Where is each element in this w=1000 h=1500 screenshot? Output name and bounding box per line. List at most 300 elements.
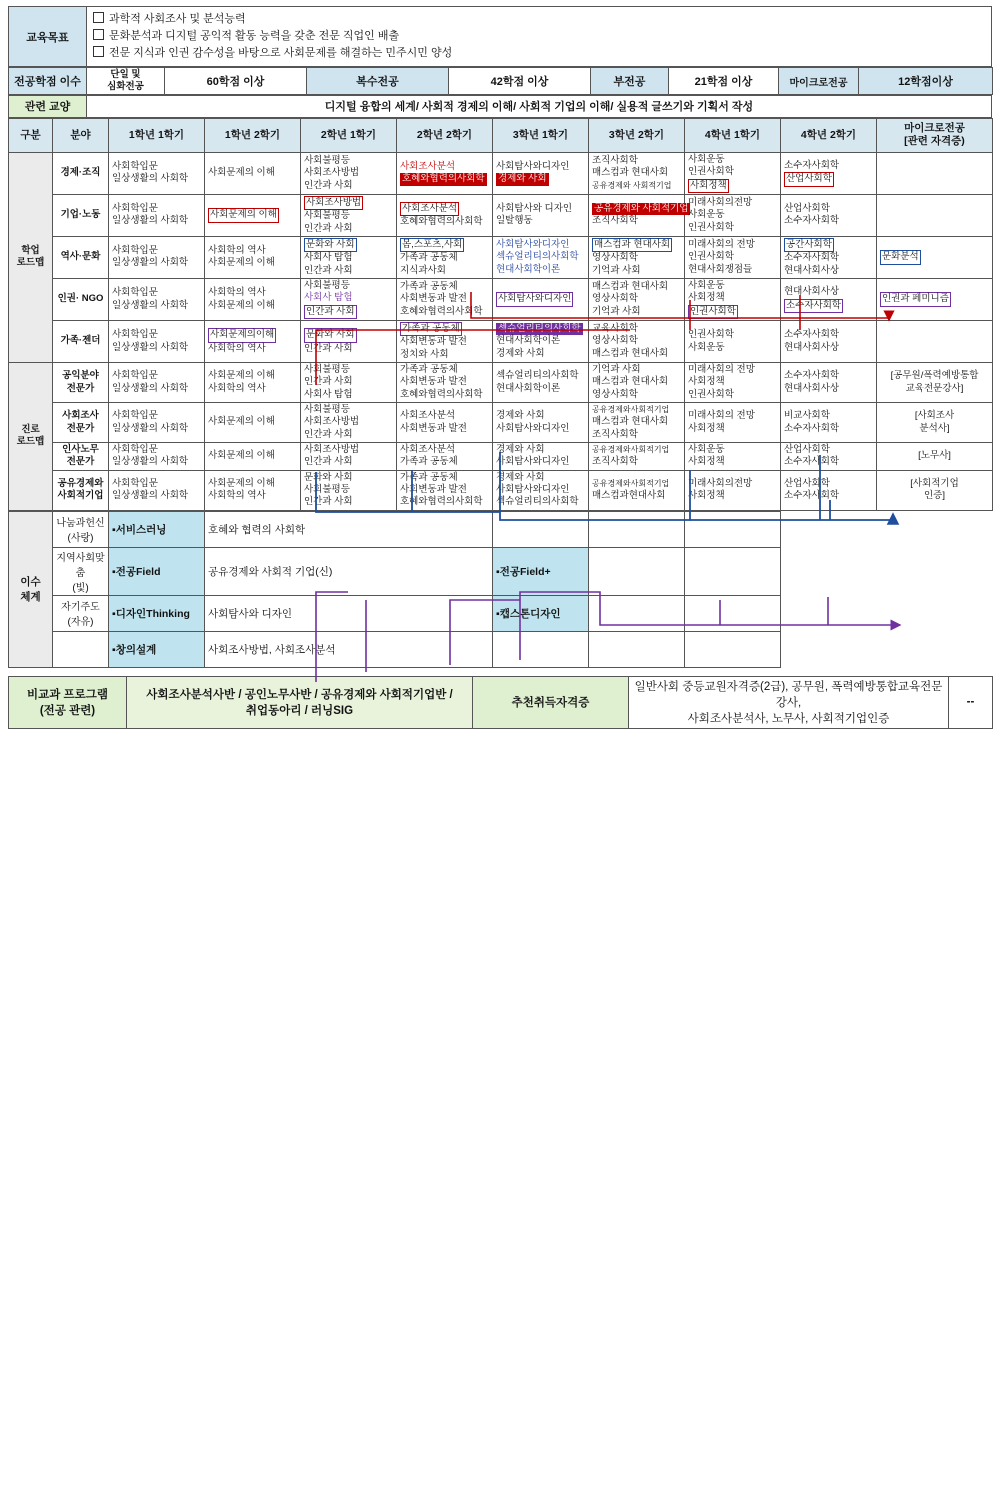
course-item: 소수자사회학 <box>784 299 873 313</box>
course-cell <box>877 194 993 236</box>
course-item: 인권사회학 <box>688 305 777 319</box>
course-item: 사회학의 역사 <box>208 287 266 299</box>
course-cell <box>205 443 301 471</box>
course-cell <box>397 194 493 236</box>
completion-area: 지역사회맞춤 (빛) <box>53 547 109 595</box>
course-item: 경제와 사회 <box>496 471 545 483</box>
course-cell <box>397 236 493 278</box>
checkbox-icon <box>93 29 104 40</box>
course-cell <box>109 194 205 236</box>
goal-item-1: 과학적 사회조사 및 분석능력 <box>93 11 985 28</box>
completion-course <box>685 631 781 667</box>
field-label: 역사·문화 <box>53 236 109 278</box>
course-cell <box>205 403 301 443</box>
course-item: 현대사회쟁점들 <box>688 263 753 275</box>
course-cell <box>109 403 205 443</box>
course-cell <box>589 321 685 363</box>
course-item: 교육사회학 <box>592 323 638 335</box>
course-item: 인권사회학 <box>688 221 734 233</box>
course-item: 기억과 사회 <box>592 364 641 376</box>
completion-row <box>9 511 993 547</box>
course-item: 조직사회학 <box>592 456 638 468</box>
completion-area <box>53 631 109 667</box>
completion-area: 나눔과헌신 (사랑) <box>53 511 109 547</box>
credit-type-minor: 부전공 <box>591 68 669 95</box>
course-cell <box>781 403 877 443</box>
course-item: 사회조사방법 <box>304 196 393 210</box>
course-cell <box>397 321 493 363</box>
course-item: 가족과 공동체 <box>400 252 458 264</box>
course-cell <box>877 278 993 320</box>
course-cell <box>493 236 589 278</box>
credit-value-single: 60학점 이상 <box>165 68 307 95</box>
section-label-1: 진로 로드맵 <box>9 363 53 511</box>
checkbox-icon <box>93 12 104 23</box>
course-item: 산업사회학 <box>784 477 830 489</box>
course-cell <box>589 152 685 194</box>
course-item: 일상생활의 사회학 <box>112 257 189 269</box>
roadmap-header-0: 구분 <box>9 118 53 152</box>
course-item: 소수자사회학 <box>784 490 840 502</box>
course-item: 사회조사방법 <box>304 444 360 456</box>
course-cell <box>781 443 877 471</box>
credit-value-micro: 12학점이상 <box>859 68 993 95</box>
course-item: 사회운동 <box>688 209 725 221</box>
course-item: 사회문제의 이해 <box>208 299 275 311</box>
course-item: 인간과 사회 <box>304 305 393 319</box>
roadmap-header-1: 분야 <box>53 118 109 152</box>
field-label: 기업·노동 <box>53 194 109 236</box>
course-item: 사회탐사와디자인 <box>496 422 570 434</box>
course-item: 사회탐사와 디자인 <box>496 203 573 215</box>
roadmap-header-7: 3학년 2학기 <box>589 118 685 152</box>
course-item: 매스컴과 현대사회 <box>592 347 669 359</box>
course-item: 사회조사방법 <box>304 167 360 179</box>
roadmap-header-3: 1학년 2학기 <box>205 118 301 152</box>
course-cell <box>493 443 589 471</box>
course-item: 공유경제와 사회적기업 <box>594 203 689 215</box>
course-item: 사회정책 <box>688 490 725 502</box>
course-item: 매스컴과 현대사회 <box>592 416 669 428</box>
course-cell <box>493 278 589 320</box>
course-item: 사회변동과 발전 <box>400 484 467 496</box>
completion-program: ▪전공Field+ <box>493 547 589 595</box>
course-item: 사회학의 역사 <box>208 490 266 502</box>
course-item: 인권사회학 <box>688 329 734 341</box>
course-item: 공간사회학 <box>784 238 873 252</box>
course-cell <box>685 321 781 363</box>
goal-item-3: 전문 지식과 인권 감수성을 바탕으로 사회문제를 해결하는 민주시민 양성 <box>93 45 985 62</box>
extracurricular-programs: 사회조사분석사반 / 공인노무사반 / 공유경제와 사회적기업반 / 취업동아리 / 러닝SIG <box>127 676 473 728</box>
course-cell <box>301 236 397 278</box>
course-item: 사회정책 <box>688 422 725 434</box>
course-item: 호혜와협력의사회학 <box>400 216 483 228</box>
course-item: 가족과 공동체 <box>400 280 458 292</box>
course-cell <box>109 443 205 471</box>
course-cell <box>781 363 877 403</box>
course-item: 매스컴과 현대사회 <box>592 376 669 388</box>
course-cell <box>781 470 877 510</box>
course-cell <box>205 278 301 320</box>
completion-program: ▪캡스톤디자인 <box>493 595 589 631</box>
course-cell <box>205 321 301 363</box>
course-cell <box>493 363 589 403</box>
course-item: 공유경제와 사회적기업 <box>592 180 672 190</box>
course-cell <box>397 470 493 510</box>
course-cell <box>877 321 993 363</box>
course-cell <box>589 443 685 471</box>
course-item: 현대사회사상 <box>784 286 840 298</box>
course-item: 인간과 사회 <box>304 376 353 388</box>
extra-cell: -- <box>949 676 993 728</box>
course-cell <box>781 194 877 236</box>
field-label: 가족·젠더 <box>53 321 109 363</box>
course-item: 매스컴과 현대사회 <box>592 167 669 179</box>
field-label: 인권· NGO <box>53 278 109 320</box>
course-item: 현대사회학이론 <box>496 335 561 347</box>
course-item: [사회적기업 <box>910 477 959 489</box>
course-cell <box>109 278 205 320</box>
course-item: 호혜와협력의사회학 <box>402 173 485 185</box>
course-cell <box>877 236 993 278</box>
course-item: 사회탐사와디자인 <box>496 456 570 468</box>
cert-list: 일반사회 중등교원자격증(2급), 공무원, 폭력예방통합교육전문강사, 사회조사분석사, 노무사, 사회적기업인증 <box>629 676 949 728</box>
course-item: 사회변동과 발전 <box>400 336 467 348</box>
extracurricular-table <box>8 676 993 729</box>
course-item: 일상생활의 사회학 <box>112 341 189 353</box>
course-item: 인권사회학 <box>688 166 734 178</box>
roadmap-row <box>9 278 993 320</box>
course-item: 공유경제와사회적기업 <box>592 478 670 488</box>
course-item: 사회학입문 <box>112 370 158 382</box>
roadmap-row <box>9 321 993 363</box>
course-item: 문화분석 <box>880 250 989 264</box>
course-cell <box>589 194 689 236</box>
course-item: 소수자사회학 <box>784 252 840 264</box>
course-item: 사회학의 역사 <box>208 342 266 354</box>
course-item: 사회문제의 이해 <box>208 416 275 428</box>
course-cell <box>109 470 205 510</box>
course-item: 가족과 공동체 <box>400 471 458 483</box>
credit-value-minor: 21학점 이상 <box>669 68 779 95</box>
course-item: 사회운동 <box>688 279 725 291</box>
course-item: 조직사회학 <box>592 428 638 440</box>
completion-program: ▪창의설계 <box>109 631 205 667</box>
course-item: 사회문제의 이해 <box>208 370 275 382</box>
completion-course <box>493 631 589 667</box>
course-item: 공유경제와사회적기업 <box>592 405 670 415</box>
course-item: 경제와 사회 <box>496 410 545 422</box>
course-item: 영상사회학 <box>592 252 638 264</box>
course-item: 인증] <box>924 490 945 502</box>
course-cell <box>109 321 205 363</box>
course-item: 몸,스포츠,사회 <box>400 238 489 252</box>
extracurricular-label <box>9 676 127 728</box>
course-cell <box>301 152 397 194</box>
field-label: 공유경제와 사회적기업 <box>53 470 109 510</box>
course-item: 정치와 사회 <box>400 348 449 360</box>
course-item: 인간과 사회 <box>304 428 353 440</box>
course-cell <box>493 321 589 363</box>
course-item: 사회불평등 <box>304 154 350 166</box>
course-item: 인권사회학 <box>688 251 734 263</box>
completion-course: 호혜와 협력의 사회학 <box>205 511 493 547</box>
roadmap-header-9: 4학년 2학기 <box>781 118 877 152</box>
course-cell <box>205 363 301 403</box>
course-item: 영상사회학 <box>592 293 638 305</box>
course-cell <box>397 363 493 403</box>
course-item: 조직사회학 <box>592 215 638 227</box>
course-item: 산업사회학 <box>784 444 830 456</box>
completion-course <box>589 547 685 595</box>
course-item: 사회학의 역사 <box>208 245 266 257</box>
course-item: 경제와 사회 <box>498 173 547 185</box>
completion-table <box>8 511 993 668</box>
course-cell <box>685 236 781 278</box>
course-item: 일탈행동 <box>496 215 533 227</box>
course-item: 인간과 사회 <box>304 342 353 354</box>
course-cell <box>781 236 877 278</box>
liberal-arts-value: 디지털 융합의 세계/ 사회적 경제의 이해/ 사회적 기업의 이해/ 실용적 글쓰기와 기획서 작성 <box>87 95 992 117</box>
course-item: 사회문제의이해 <box>208 328 297 342</box>
course-cell <box>397 443 493 471</box>
course-item: 인간과 사회 <box>304 222 353 234</box>
course-cell <box>109 152 205 194</box>
course-item: 사회조사분석 <box>400 202 489 216</box>
completion-row <box>9 631 993 667</box>
course-item: 사회학입문 <box>112 161 158 173</box>
course-item: 문화와 사회 <box>304 238 393 252</box>
course-cell <box>301 278 397 320</box>
course-item: 일상생활의 사회학 <box>112 456 189 468</box>
completion-program: ▪전공Field <box>109 547 205 595</box>
course-item: 미래사회의 전망 <box>688 410 755 422</box>
course-item: 사회학입문 <box>112 287 158 299</box>
course-cell <box>205 236 301 278</box>
roadmap-header-8: 4학년 1학기 <box>685 118 781 152</box>
course-item: 소수자사회학 <box>784 329 840 341</box>
course-cell <box>589 403 685 443</box>
course-item: 섹슈얼리티의사회학 <box>496 496 579 508</box>
completion-course <box>589 631 685 667</box>
course-item: 사회학입문 <box>112 410 158 422</box>
course-cell <box>589 236 685 278</box>
course-item: [노무사] <box>918 450 951 462</box>
field-label: 인사노무 전문가 <box>53 443 109 471</box>
course-cell <box>301 403 397 443</box>
course-item: 사회사 탐험 <box>304 388 353 400</box>
course-item: 사회불평등 <box>304 364 350 376</box>
course-item: 섹슈얼리티의사회학 <box>496 370 579 382</box>
course-item: 가족과 공동체 <box>400 456 458 468</box>
roadmap-header-4: 2학년 1학기 <box>301 118 397 152</box>
course-item: 현대사회학이론 <box>496 263 561 275</box>
course-cell <box>301 470 397 510</box>
course-item: 비교사회학 <box>784 410 830 422</box>
course-cell <box>589 470 685 510</box>
course-item: 사회정책 <box>688 179 777 193</box>
roadmap-header-row <box>9 118 993 152</box>
completion-area: 자기주도 (자유) <box>53 595 109 631</box>
course-item: 사회학입문 <box>112 245 158 257</box>
completion-row <box>9 547 993 595</box>
roadmap-header-5: 2학년 2학기 <box>397 118 493 152</box>
liberal-arts-table <box>8 95 992 118</box>
course-item: 소수자사회학 <box>784 422 840 434</box>
roadmap-row <box>9 236 993 278</box>
education-goal-table <box>8 6 992 67</box>
course-cell <box>685 194 781 236</box>
roadmap-row <box>9 152 993 194</box>
course-cell <box>493 194 589 236</box>
course-item: 현대사회학이론 <box>496 382 561 394</box>
course-item: 사회정책 <box>688 292 725 304</box>
completion-course <box>589 595 685 631</box>
credits-table <box>8 67 993 95</box>
completion-label: 이수 체계 <box>9 511 53 667</box>
course-cell <box>205 194 301 236</box>
course-item: 미래사회의전망 <box>688 477 753 489</box>
course-item: 매스컴과현대사회 <box>592 490 666 502</box>
course-cell <box>493 470 589 510</box>
course-item: 일상생활의 사회학 <box>112 173 189 185</box>
roadmap-table <box>8 118 993 511</box>
course-item: 인간과 사회 <box>304 264 353 276</box>
course-item: 경제와 사회 <box>496 347 545 359</box>
course-item: 기억과 사회 <box>592 305 641 317</box>
completion-course: 사회조사방법, 사회조사분석 <box>205 631 493 667</box>
course-item: 사회조사분석 <box>400 410 456 422</box>
course-cell <box>589 278 685 320</box>
roadmap-header-10: 마이크로전공 [관련 자격증) <box>877 118 993 152</box>
checkbox-icon <box>93 46 104 57</box>
course-item: 인간과 사회 <box>304 179 353 191</box>
course-item: 사회불평등 <box>304 210 350 222</box>
roadmap-row <box>9 470 993 510</box>
course-item: 사회학입문 <box>112 329 158 341</box>
credit-type-micro: 마이크로전공 <box>779 68 859 95</box>
course-item: 사회변동과 발전 <box>400 293 467 305</box>
course-cell <box>493 152 589 194</box>
course-cell <box>685 363 781 403</box>
field-label: 경제·조직 <box>53 152 109 194</box>
completion-row <box>9 595 993 631</box>
course-cell <box>685 278 781 320</box>
course-item: 사회변동과 발전 <box>400 422 467 434</box>
extracurricular-label-line1: 비교과 프로그램 <box>27 689 108 702</box>
course-item: 경제와 사회 <box>496 444 545 456</box>
education-goal-items <box>87 7 992 67</box>
course-item: 사회문제의 이해 <box>208 477 275 489</box>
course-item: 사회문제의 이해 <box>208 257 275 269</box>
course-cell <box>781 278 877 320</box>
course-item: 현대사회사상 <box>784 341 840 353</box>
course-cell <box>205 152 301 194</box>
course-item: 사회불평등 <box>304 279 350 291</box>
course-cell <box>301 321 397 363</box>
course-cell <box>301 194 397 236</box>
cert-label: 추천취득자격증 <box>473 676 629 728</box>
course-cell <box>109 363 205 403</box>
course-item: 사회운동 <box>688 153 725 165</box>
course-cell <box>397 278 493 320</box>
course-cell <box>493 403 589 443</box>
course-item: 사회불평등 <box>304 404 350 416</box>
completion-course: 사회탐사와 디자인 <box>205 595 493 631</box>
course-item: 지식과사회 <box>400 264 446 276</box>
course-item: [공무원/폭력예방통합 <box>890 370 979 382</box>
course-item: 사회탐사와디자인 <box>496 484 570 496</box>
course-item: 조직사회학 <box>592 154 638 166</box>
course-item: 사회학입문 <box>112 444 158 456</box>
course-item: 사회학의 역사 <box>208 382 266 394</box>
course-item: 사회사 탐험 <box>304 292 353 304</box>
completion-course: 공유경제와 사회적 기업(신) <box>205 547 493 595</box>
course-cell <box>877 363 993 403</box>
course-cell <box>397 403 493 443</box>
completion-program: ▪디자인Thinking <box>109 595 205 631</box>
course-item: 일상생활의 사회학 <box>112 422 189 434</box>
course-cell <box>685 443 781 471</box>
course-item: 가족과 공동체 <box>400 322 489 336</box>
course-item: 미래사회의 전망 <box>688 364 755 376</box>
field-label: 공익분야 전문가 <box>53 363 109 403</box>
course-item: 인권사회학 <box>688 388 734 400</box>
course-item: 소수자사회학 <box>784 370 840 382</box>
completion-program: ▪서비스러닝 <box>109 511 205 547</box>
course-item: 인권과 페미니즘 <box>880 292 989 306</box>
course-cell <box>397 152 493 194</box>
course-item: 사회불평등 <box>304 484 350 496</box>
course-item: 영상사회학 <box>592 388 638 400</box>
course-cell <box>877 152 993 194</box>
course-item: 사회탐사와디자인 <box>496 161 570 173</box>
course-item: 소수자사회학 <box>784 456 840 468</box>
credits-label: 전공학점 이수 <box>9 68 87 95</box>
roadmap-header-2: 1학년 1학기 <box>109 118 205 152</box>
credit-type-double: 복수전공 <box>307 68 449 95</box>
course-item: 미래사회의 전망 <box>688 238 755 250</box>
course-item: 문화와 사회 <box>304 471 353 483</box>
course-item: 산업사회학 <box>784 203 830 215</box>
course-cell <box>589 363 685 403</box>
extracurricular-label-line2: (전공 관련) <box>39 705 96 718</box>
course-item: 문화와 사회 <box>304 328 393 342</box>
course-item: 사회운동 <box>688 444 725 456</box>
course-item: 사회조사분석 <box>400 444 456 456</box>
course-item: 사회운동 <box>688 341 725 353</box>
course-item: 호혜와협력의사회학 <box>400 305 483 317</box>
course-item: 기억과 사회 <box>592 264 641 276</box>
course-cell <box>877 443 993 471</box>
course-item: 산업사회학 <box>784 172 873 186</box>
completion-course <box>685 511 781 547</box>
course-item: 사회문제의 이해 <box>208 167 275 179</box>
course-item: 호혜와협력의사회학 <box>400 496 483 508</box>
course-item: 현대사회사상 <box>784 264 840 276</box>
course-cell <box>685 152 781 194</box>
course-item: 호혜와협력의사회학 <box>400 388 483 400</box>
course-item: 일상생활의 사회학 <box>112 382 189 394</box>
education-goal-label: 교육목표 <box>9 7 87 67</box>
completion-course <box>685 547 781 595</box>
course-item: 미래사회의전망 <box>688 196 753 208</box>
course-item: 소수자사회학 <box>784 160 840 172</box>
course-cell <box>877 403 993 443</box>
course-item: 사회정책 <box>688 456 725 468</box>
course-item: 매스컴과 현대사회 <box>592 280 669 292</box>
course-item: 인간과 사회 <box>304 496 353 508</box>
